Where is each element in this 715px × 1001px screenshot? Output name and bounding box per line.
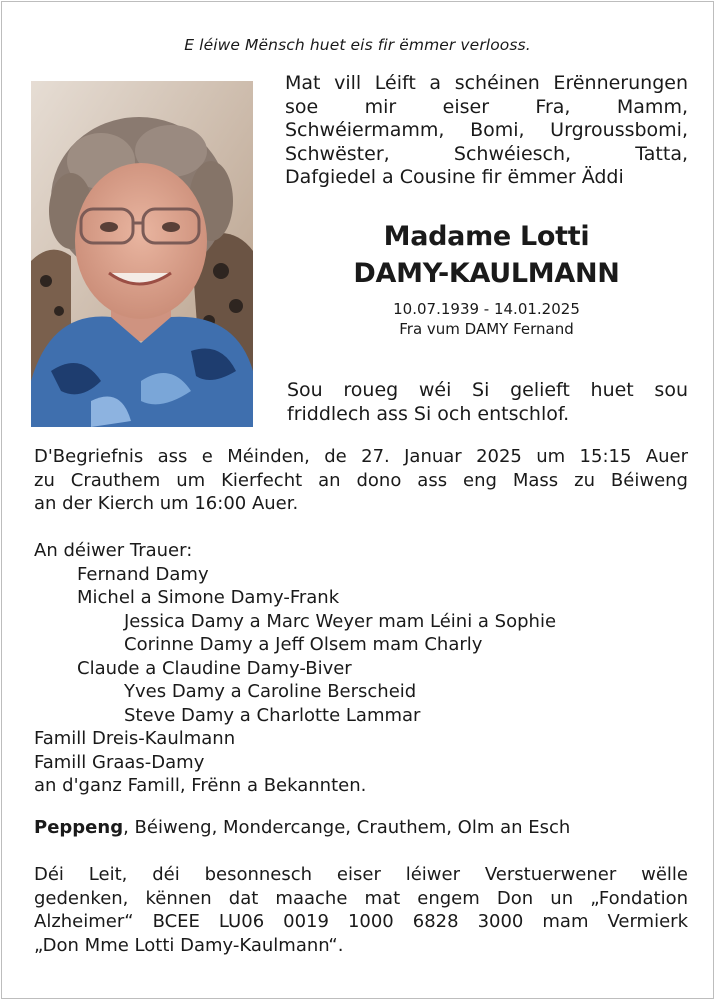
quote-line: Sou roueg wéi Si gelieft huet sou xyxy=(287,379,688,401)
donation-line: Déi Leit, déi besonnesch eiser léiwer Verstuerwener wëlle xyxy=(34,864,688,885)
intro-line: Schwëster, Schwéiesch, Tatta, xyxy=(285,142,688,165)
intro-line: Schwéiermamm, Bomi, Urgroussbomi, xyxy=(285,119,688,141)
mourner-line: an d'ganz Famill, Frënn a Bekannten. xyxy=(34,775,367,796)
intro-line: soe mir eiser Fra, Mamm, xyxy=(285,95,688,118)
quote xyxy=(287,378,688,426)
intro-line: Mat vill Léift a schéinen Erënnerungen xyxy=(285,72,688,94)
mourner-line: Michel a Simone Damy-Frank xyxy=(77,587,340,608)
intro-line: Dafgiedel a Cousine fir ëmmer Äddi xyxy=(285,166,624,188)
mourner-line: Claude a Claudine Damy-Biver xyxy=(77,657,352,679)
donation-line: „Don Mme Lotti Damy-Kaulmann“. xyxy=(34,934,344,956)
donation-line: gedenken, kënnen dat maache mat engem Don un „Fondation xyxy=(34,887,688,909)
funeral-announcement xyxy=(34,445,688,516)
mourners-list xyxy=(34,539,688,798)
mourner-line: Fernand Damy xyxy=(77,563,209,585)
places-line xyxy=(34,816,688,840)
name-line-2: DAMY-KAULMANN xyxy=(353,258,620,289)
mourner-line: Famill Graas-Damy xyxy=(34,751,205,773)
mourner-line: Jessica Damy a Marc Weyer mam Léini a Sophie xyxy=(124,610,557,632)
spouse-note: Fra vum DAMY Fernand xyxy=(399,320,574,338)
mourner-line: Corinne Damy a Jeff Olsem mam Charly xyxy=(124,634,483,655)
intro-text xyxy=(285,72,688,190)
quote-line: friddlech ass Si och entschlof. xyxy=(287,403,570,425)
mourner-line: Yves Damy a Caroline Berscheid xyxy=(124,681,417,702)
life-dates-block xyxy=(285,299,688,339)
funeral-line: D'Begriefnis ass e Méinden, de 27. Januar 2025 um 15:15 Auer xyxy=(34,446,688,467)
funeral-line: an der Kierch um 16:00 Auer. xyxy=(34,493,299,514)
mourners-heading: An déiwer Trauer: xyxy=(34,540,193,561)
place-bold: Peppeng xyxy=(34,817,124,838)
portrait-image xyxy=(31,81,253,427)
deceased-name xyxy=(285,218,688,292)
portrait-photo xyxy=(31,81,253,427)
mourner-line: Steve Damy a Charlotte Lammar xyxy=(124,704,421,726)
places-rest: , Béiweng, Mondercange, Crauthem, Olm an Esch xyxy=(123,817,571,838)
motto: E léiwe Mënsch huet eis fir ëmmer verlooss. xyxy=(184,36,531,54)
funeral-line: zu Crauthem um Kierfecht an dono ass eng Mass zu Béiweng xyxy=(34,469,688,491)
life-dates: 10.07.1939 - 14.01.2025 xyxy=(393,300,580,318)
name-line-1: Madame Lotti xyxy=(383,221,590,252)
donation-line: Alzheimer“ BCEE LU06 0019 1000 6828 3000 mam Vermierk xyxy=(34,911,688,932)
mourner-line: Famill Dreis-Kaulmann xyxy=(34,728,236,749)
donation-note xyxy=(34,863,688,957)
obituary-notice xyxy=(1,1,714,999)
